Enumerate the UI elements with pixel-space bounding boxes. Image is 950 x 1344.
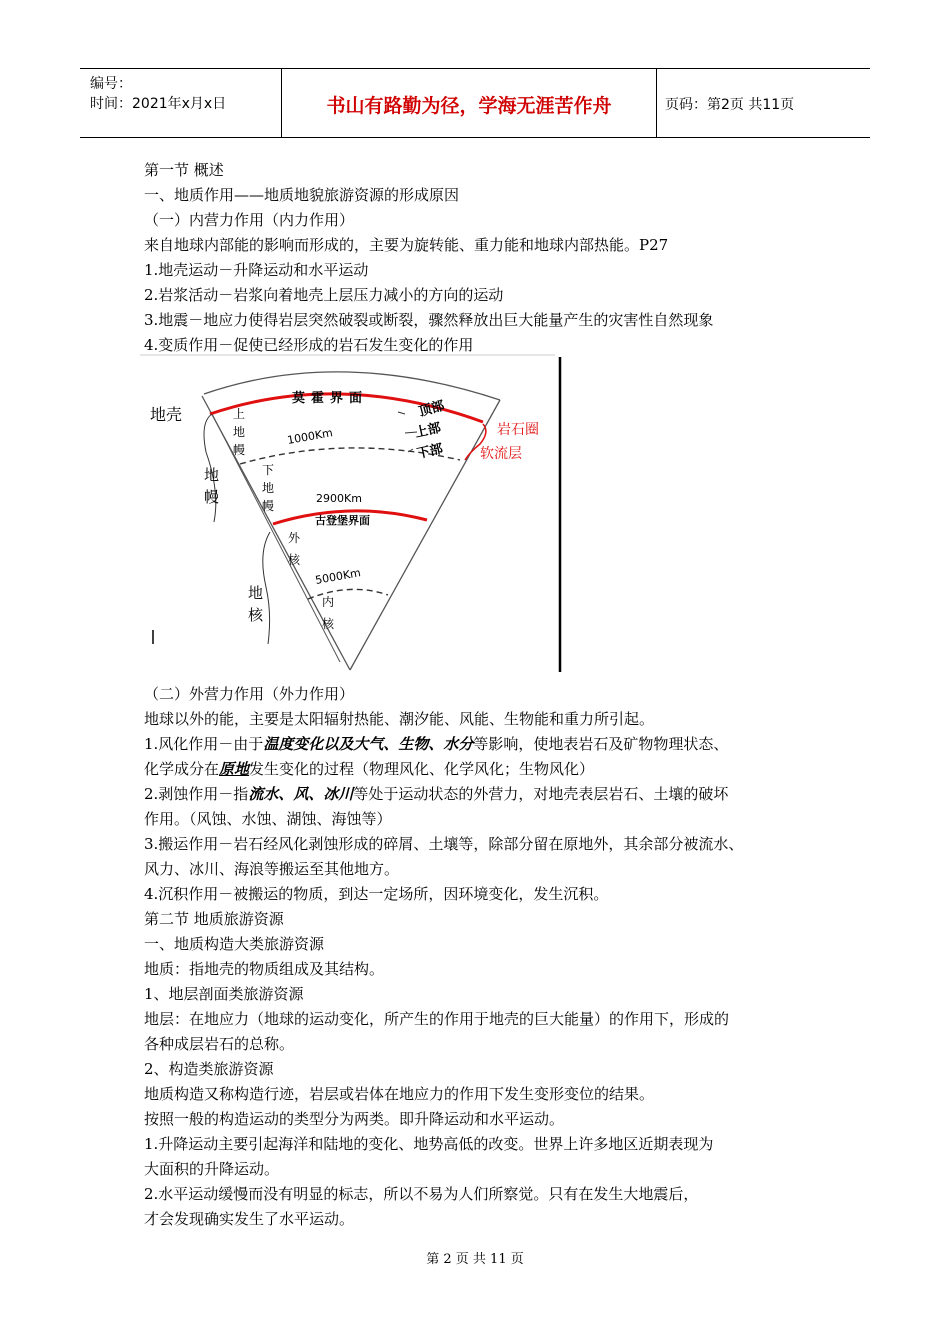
outer-core-label <box>288 531 301 567</box>
core-label <box>248 584 264 624</box>
paragraph: 地质构造又称构造行迹，岩层或岩体在地应力的作用下发生变形变位的结果。 <box>144 1085 655 1103</box>
lower-mantle-label-char: 地 <box>262 481 275 495</box>
text: 等处于运动状态的外营力，对地壳表层岩石、土壤的破坏 <box>353 785 729 803</box>
depth-2900-label: 2900Km <box>316 492 362 505</box>
header-motto: 书山有路勤为径，学海无涯苦作舟 <box>326 95 612 117</box>
lower-mantle-label-char: 下 <box>262 463 275 477</box>
upper-mantle-label <box>233 406 245 457</box>
moho-label: 莫霍界面 <box>292 391 369 406</box>
list-item: 1.地壳运动－升降运动和水平运动 <box>144 261 369 279</box>
paragraph: 按照一般的构造运动的类型分为两类。即升降运动和水平运动。 <box>144 1110 565 1128</box>
emphasis: 温度变化以及大气、生物、水分 <box>263 735 474 753</box>
inner-core-label <box>322 594 335 631</box>
upper-layer-label: 上部 <box>413 420 443 441</box>
depth-1000-label: 1000Km <box>286 426 334 447</box>
section-title: 第二节 地质旅游资源 <box>144 910 284 928</box>
outer-core-label-char: 外 <box>288 531 301 545</box>
lithosphere-label: 岩石圈 <box>497 422 539 438</box>
emphasis: 流水、风、冰川 <box>248 785 354 803</box>
list-item: 3.地震－地应力使得岩层突然破裂或断裂，骤然释放出巨大能量产生的灾害性自然现象 <box>144 311 714 329</box>
text: 1.风化作用－由于 <box>144 735 264 753</box>
outer-core-label-char: 核 <box>288 553 301 567</box>
mantle-label <box>204 466 219 506</box>
paragraph: 1.升降运动主要引起海洋和陆地的变化、地势高低的改变。世界上许多地区近期表现为 <box>144 1135 714 1153</box>
time-label: 时间：2021年x月x日 <box>90 96 227 112</box>
lower-mantle-label-char: 幔 <box>262 499 275 513</box>
heading: 一、地质构造大类旅游资源 <box>144 935 325 953</box>
upper-mantle-label-char: 幔 <box>233 443 246 457</box>
paragraph: 2.水平运动缓慢而没有明显的标志，所以不易为人们所察觉。只有在发生大地震后， <box>144 1185 699 1203</box>
list-item-cont <box>144 759 594 779</box>
mantle-label-char: 幔 <box>204 488 220 506</box>
inner-core-label-char: 核 <box>322 617 335 631</box>
paragraph: 地层：在地应力（地球的运动变化，所产生的作用于地壳的巨大能量）的作用下，形成的 <box>144 1010 730 1028</box>
list-item <box>144 734 728 754</box>
header-middle <box>281 69 657 137</box>
list-item: 2.岩浆活动－岩浆向着地壳上层压力减小的方向的运动 <box>144 286 504 304</box>
sector-inner-edge <box>212 414 340 662</box>
list-item <box>144 784 728 804</box>
heading: 一、地质作用——地质地貌旅游资源的形成原因 <box>144 186 460 204</box>
top-layer-label: 顶部 <box>417 398 447 420</box>
header-left <box>80 69 280 137</box>
lower-layer-label: 下部 <box>415 441 445 462</box>
page-footer: 第 2 页 共 11 页 <box>426 1252 524 1267</box>
text: 2.剥蚀作用－指 <box>144 785 249 803</box>
list-item-cont: 作用。（风蚀、水蚀、湖蚀、海蚀等） <box>144 810 392 828</box>
upper-mantle-label-char: 上 <box>233 407 246 421</box>
header-right <box>657 69 870 137</box>
page-code: 页码：第2页 共11页 <box>665 97 795 113</box>
lower-mantle-label <box>262 463 274 513</box>
inner-core-label-char: 内 <box>322 595 335 609</box>
core-label-char: 地 <box>248 584 264 602</box>
text: 等影响，使地表岩石及矿物物理状态、 <box>473 735 729 753</box>
gutenberg-label: 古登堡界面 <box>315 514 370 527</box>
text: 化学成分在 <box>144 760 220 778</box>
core-brace <box>263 532 270 644</box>
text: 发生变化的过程（物理风化、化学风化；生物风化） <box>249 760 595 778</box>
paragraph: 地球以外的能，主要是太阳辐射热能、潮汐能、风能、生物能和重力所引起。 <box>144 710 655 728</box>
list-item: 3.搬运作用－岩石经风化剥蚀形成的碎屑、土壤等，除部分留在原地外，其余部分被流水、 <box>144 835 744 853</box>
list-item-cont: 风力、冰川、海浪等搬运至其他地方。 <box>144 860 400 878</box>
boundary-5000km <box>308 589 388 599</box>
depth-5000-label: 5000Km <box>314 566 362 587</box>
crust-label: 地壳 <box>150 405 183 424</box>
list-item: 4.沉积作用－被搬运的物质，到达一定场所，因环境变化，发生沉积。 <box>144 885 609 903</box>
upper-mantle-label-char: 地 <box>233 425 246 439</box>
paragraph-cont: 各种成层岩石的总称。 <box>144 1035 295 1053</box>
core-label-char: 核 <box>248 606 264 624</box>
emphasis: 原地 <box>219 760 250 778</box>
subheading: （二）外营力作用（外力作用） <box>144 685 355 703</box>
paragraph: 来自地球内部能的影响而形成的，主要为旋转能、重力能和地球内部热能。P27 <box>144 236 669 254</box>
asthenosphere-label: 软流层 <box>480 446 522 462</box>
paragraph-cont: 才会发现确实发生了水平运动。 <box>144 1210 355 1228</box>
number-label: 编号： <box>90 76 132 92</box>
earth-structure-diagram <box>140 352 580 677</box>
sector-right-edge <box>350 400 500 670</box>
page-header <box>80 68 870 138</box>
paragraph: 地质：指地壳的物质组成及其结构。 <box>144 960 385 978</box>
section-title: 第一节 概述 <box>144 161 224 179</box>
heading: 2、构造类旅游资源 <box>144 1060 274 1078</box>
heading: 1、地层剖面类旅游资源 <box>144 985 304 1003</box>
paragraph-cont: 大面积的升降运动。 <box>144 1160 280 1178</box>
subheading: （一）内营力作用（内力作用） <box>144 211 355 229</box>
mantle-label-char: 地 <box>204 466 220 484</box>
list-item: 4.变质作用－促使已经形成的岩石发生变化的作用 <box>144 336 474 354</box>
